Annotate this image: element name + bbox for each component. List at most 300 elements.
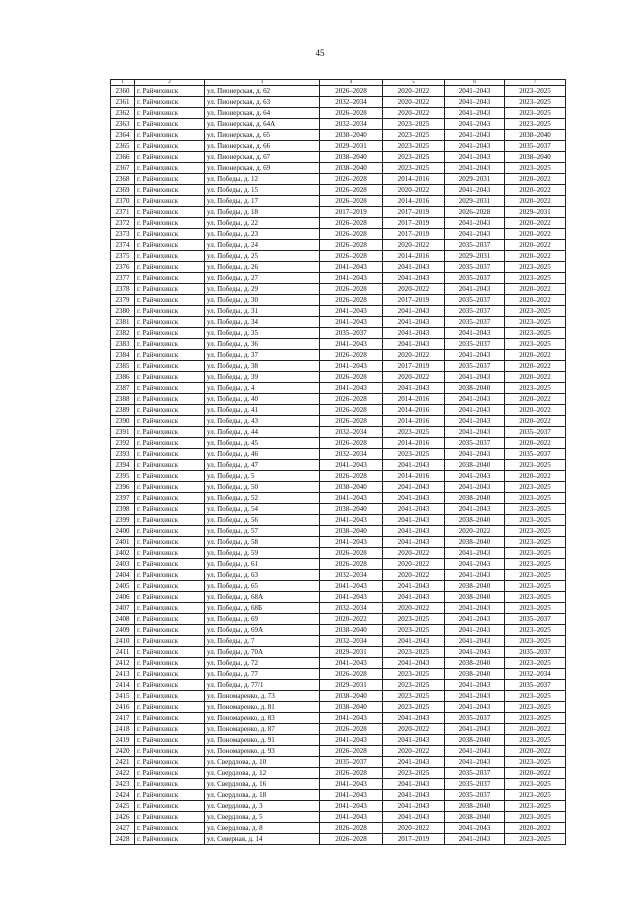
- address-cell: ул. Победы, д. 7: [205, 636, 320, 647]
- period-col7-cell: 2035–2037: [505, 449, 566, 460]
- table-row: [111, 185, 566, 196]
- period-col6-cell: 2041–2043: [445, 119, 505, 130]
- settlement-cell: г. Райчихинск: [135, 394, 205, 405]
- period-col5-cell: 2023–2025: [383, 119, 445, 130]
- period-col5-cell: 2041–2043: [383, 482, 445, 493]
- settlement-cell: г. Райчихинск: [135, 625, 205, 636]
- period-col7-cell: 2020–2022: [505, 746, 566, 757]
- period-col7-cell: 2023–2025: [505, 790, 566, 801]
- period-col4-cell: 2038–2040: [320, 691, 383, 702]
- period-col6-cell: 2035–2037: [445, 262, 505, 273]
- row-number-cell: 2383: [111, 339, 135, 350]
- period-col7-cell: 2023–2025: [505, 757, 566, 768]
- settlement-cell: г. Райчихинск: [135, 713, 205, 724]
- address-cell: ул. Победы, д. 26: [205, 262, 320, 273]
- period-col6-cell: 2035–2037: [445, 240, 505, 251]
- settlement-cell: г. Райчихинск: [135, 251, 205, 262]
- table-row: [111, 339, 566, 350]
- table-row: [111, 636, 566, 647]
- period-col5-cell: 2020–2022: [383, 86, 445, 97]
- period-col7-cell: 2023–2025: [505, 570, 566, 581]
- row-number-cell: 2400: [111, 526, 135, 537]
- settlement-cell: г. Райчихинск: [135, 603, 205, 614]
- period-col6-cell: 2038–2040: [445, 658, 505, 669]
- row-number-cell: 2361: [111, 97, 135, 108]
- period-col4-cell: 2041–2043: [320, 460, 383, 471]
- period-col4-cell: 2026–2028: [320, 559, 383, 570]
- period-col6-cell: 2035–2037: [445, 273, 505, 284]
- address-cell: ул. Победы, д. 68Б: [205, 603, 320, 614]
- period-col5-cell: 2023–2025: [383, 130, 445, 141]
- period-col6-cell: 2035–2037: [445, 317, 505, 328]
- address-cell: ул. Победы, д. 35: [205, 328, 320, 339]
- row-number-cell: 2381: [111, 317, 135, 328]
- address-cell: ул. Победы, д. 34: [205, 317, 320, 328]
- settlement-cell: г. Райчихинск: [135, 262, 205, 273]
- row-number-cell: 2412: [111, 658, 135, 669]
- period-col7-cell: 2023–2025: [505, 328, 566, 339]
- address-cell: ул. Пономаренко, д. 73: [205, 691, 320, 702]
- table-row: [111, 317, 566, 328]
- housing-repair-schedule-table: [110, 79, 566, 845]
- row-number-cell: 2379: [111, 295, 135, 306]
- settlement-cell: г. Райчихинск: [135, 691, 205, 702]
- period-col4-cell: 2020–2022: [320, 614, 383, 625]
- period-col6-cell: 2041–2043: [445, 405, 505, 416]
- row-number-cell: 2390: [111, 416, 135, 427]
- period-col5-cell: 2023–2025: [383, 141, 445, 152]
- row-number-cell: 2373: [111, 229, 135, 240]
- period-col7-cell: 2020–2022: [505, 416, 566, 427]
- column-number-cell: 3: [205, 80, 320, 86]
- settlement-cell: г. Райчихинск: [135, 339, 205, 350]
- settlement-cell: г. Райчихинск: [135, 350, 205, 361]
- period-col7-cell: 2023–2025: [505, 801, 566, 812]
- period-col7-cell: 2023–2025: [505, 504, 566, 515]
- period-col6-cell: 2041–2043: [445, 625, 505, 636]
- period-col5-cell: 2023–2025: [383, 163, 445, 174]
- period-col6-cell: 2035–2037: [445, 295, 505, 306]
- period-col6-cell: 2041–2043: [445, 757, 505, 768]
- address-cell: ул. Победы, д. 24: [205, 240, 320, 251]
- table-row: [111, 526, 566, 537]
- settlement-cell: г. Райчихинск: [135, 86, 205, 97]
- table-row: [111, 449, 566, 460]
- address-cell: ул. Победы, д. 46: [205, 449, 320, 460]
- settlement-cell: г. Райчихинск: [135, 119, 205, 130]
- period-col4-cell: 2032–2034: [320, 97, 383, 108]
- period-col6-cell: 2029–2031: [445, 196, 505, 207]
- period-col5-cell: 2020–2022: [383, 350, 445, 361]
- period-col5-cell: 2041–2043: [383, 636, 445, 647]
- period-col7-cell: 2023–2025: [505, 603, 566, 614]
- page-number: 45: [315, 48, 325, 58]
- period-col5-cell: 2020–2022: [383, 746, 445, 757]
- table-row: [111, 262, 566, 273]
- period-col5-cell: 2041–2043: [383, 306, 445, 317]
- period-col7-cell: 2023–2025: [505, 306, 566, 317]
- period-col4-cell: 2032–2034: [320, 636, 383, 647]
- period-col6-cell: 2029–2031: [445, 174, 505, 185]
- period-col7-cell: 2020–2022: [505, 295, 566, 306]
- row-number-cell: 2423: [111, 779, 135, 790]
- address-cell: ул. Победы, д. 69А: [205, 625, 320, 636]
- address-cell: ул. Свердлова, д. 10: [205, 757, 320, 768]
- period-col4-cell: 2026–2028: [320, 768, 383, 779]
- settlement-cell: г. Райчихинск: [135, 207, 205, 218]
- period-col6-cell: 2035–2037: [445, 790, 505, 801]
- period-col7-cell: 2029–2031: [505, 207, 566, 218]
- period-col7-cell: 2020–2022: [505, 724, 566, 735]
- period-col5-cell: 2020–2022: [383, 108, 445, 119]
- address-cell: ул. Пионерская, д. 64А: [205, 119, 320, 130]
- period-col5-cell: 2041–2043: [383, 317, 445, 328]
- address-cell: ул. Пионерская, д. 65: [205, 130, 320, 141]
- period-col6-cell: 2041–2043: [445, 229, 505, 240]
- table-row: [111, 691, 566, 702]
- period-col5-cell: 2014–2016: [383, 471, 445, 482]
- row-number-cell: 2391: [111, 427, 135, 438]
- settlement-cell: г. Райчихинск: [135, 460, 205, 471]
- period-col7-cell: 2035–2037: [505, 647, 566, 658]
- address-cell: ул. Свердлова, д. 3: [205, 801, 320, 812]
- row-number-cell: 2389: [111, 405, 135, 416]
- period-col7-cell: 2023–2025: [505, 317, 566, 328]
- address-cell: ул. Победы, д. 12: [205, 174, 320, 185]
- table-row: [111, 790, 566, 801]
- period-col5-cell: 2023–2025: [383, 152, 445, 163]
- address-cell: ул. Победы, д. 77/1: [205, 680, 320, 691]
- period-col5-cell: 2041–2043: [383, 526, 445, 537]
- period-col7-cell: 2023–2025: [505, 636, 566, 647]
- period-col4-cell: 2032–2034: [320, 449, 383, 460]
- period-col7-cell: 2035–2037: [505, 680, 566, 691]
- address-cell: ул. Победы, д. 63: [205, 570, 320, 581]
- table-row: [111, 174, 566, 185]
- table-row: [111, 570, 566, 581]
- settlement-cell: г. Райчихинск: [135, 427, 205, 438]
- table-row: [111, 702, 566, 713]
- table-row: [111, 196, 566, 207]
- settlement-cell: г. Райчихинск: [135, 592, 205, 603]
- column-number-cell: 4: [320, 80, 383, 86]
- row-number-cell: 2372: [111, 218, 135, 229]
- address-cell: ул. Победы, д. 70А: [205, 647, 320, 658]
- period-col7-cell: 2023–2025: [505, 779, 566, 790]
- period-col7-cell: 2020–2022: [505, 218, 566, 229]
- period-col4-cell: 2041–2043: [320, 658, 383, 669]
- period-col7-cell: 2023–2025: [505, 625, 566, 636]
- table-row: [111, 482, 566, 493]
- period-col4-cell: 2041–2043: [320, 790, 383, 801]
- address-cell: ул. Победы, д. 29: [205, 284, 320, 295]
- period-col6-cell: 2041–2043: [445, 482, 505, 493]
- row-number-cell: 2385: [111, 361, 135, 372]
- period-col6-cell: 2038–2040: [445, 735, 505, 746]
- period-col5-cell: 2020–2022: [383, 548, 445, 559]
- table-row: [111, 306, 566, 317]
- period-col5-cell: 2041–2043: [383, 592, 445, 603]
- period-col7-cell: 2023–2025: [505, 339, 566, 350]
- settlement-cell: г. Райчихинск: [135, 724, 205, 735]
- address-cell: ул. Победы, д. 69: [205, 614, 320, 625]
- settlement-cell: г. Райчихинск: [135, 229, 205, 240]
- table-row: [111, 504, 566, 515]
- period-col4-cell: 2026–2028: [320, 746, 383, 757]
- row-number-cell: 2426: [111, 812, 135, 823]
- period-col6-cell: 2041–2043: [445, 746, 505, 757]
- period-col5-cell: 2041–2043: [383, 757, 445, 768]
- table-row: [111, 130, 566, 141]
- row-number-cell: 2415: [111, 691, 135, 702]
- period-col4-cell: 2032–2034: [320, 603, 383, 614]
- settlement-cell: г. Райчихинск: [135, 614, 205, 625]
- period-col5-cell: 2020–2022: [383, 284, 445, 295]
- period-col5-cell: 2023–2025: [383, 702, 445, 713]
- address-cell: ул. Победы, д. 18: [205, 207, 320, 218]
- settlement-cell: г. Райчихинск: [135, 669, 205, 680]
- row-number-cell: 2424: [111, 790, 135, 801]
- address-cell: ул. Свердлова, д. 16: [205, 779, 320, 790]
- period-col4-cell: 2026–2028: [320, 86, 383, 97]
- row-number-cell: 2387: [111, 383, 135, 394]
- settlement-cell: г. Райчихинск: [135, 284, 205, 295]
- period-col7-cell: 2023–2025: [505, 262, 566, 273]
- table-row: [111, 559, 566, 570]
- table-row: [111, 834, 566, 845]
- period-col5-cell: 2020–2022: [383, 185, 445, 196]
- period-col4-cell: 2026–2028: [320, 284, 383, 295]
- period-col7-cell: 2020–2022: [505, 240, 566, 251]
- settlement-cell: г. Райчихинск: [135, 735, 205, 746]
- period-col4-cell: 2041–2043: [320, 383, 383, 394]
- row-number-cell: 2392: [111, 438, 135, 449]
- period-col5-cell: 2041–2043: [383, 658, 445, 669]
- period-col6-cell: 2041–2043: [445, 570, 505, 581]
- row-number-cell: 2428: [111, 834, 135, 845]
- settlement-cell: г. Райчихинск: [135, 449, 205, 460]
- period-col6-cell: 2041–2043: [445, 284, 505, 295]
- settlement-cell: г. Райчихинск: [135, 515, 205, 526]
- period-col7-cell: 2023–2025: [505, 482, 566, 493]
- row-number-cell: 2398: [111, 504, 135, 515]
- row-number-cell: 2367: [111, 163, 135, 174]
- table-row: [111, 427, 566, 438]
- row-number-cell: 2403: [111, 559, 135, 570]
- period-col6-cell: 2041–2043: [445, 328, 505, 339]
- address-cell: ул. Победы, д. 77: [205, 669, 320, 680]
- period-col4-cell: 2038–2040: [320, 526, 383, 537]
- address-cell: ул. Пономаренко, д. 87: [205, 724, 320, 735]
- period-col4-cell: 2026–2028: [320, 295, 383, 306]
- period-col7-cell: 2020–2022: [505, 196, 566, 207]
- period-col7-cell: 2023–2025: [505, 834, 566, 845]
- settlement-cell: г. Райчихинск: [135, 636, 205, 647]
- period-col6-cell: 2038–2040: [445, 581, 505, 592]
- period-col5-cell: 2014–2016: [383, 438, 445, 449]
- row-number-cell: 2364: [111, 130, 135, 141]
- period-col5-cell: 2023–2025: [383, 669, 445, 680]
- period-col6-cell: 2026–2028: [445, 207, 505, 218]
- period-col5-cell: 2017–2019: [383, 218, 445, 229]
- period-col5-cell: 2023–2025: [383, 427, 445, 438]
- period-col5-cell: 2041–2043: [383, 328, 445, 339]
- period-col6-cell: 2035–2037: [445, 339, 505, 350]
- period-col7-cell: 2023–2025: [505, 273, 566, 284]
- period-col7-cell: 2023–2025: [505, 515, 566, 526]
- period-col4-cell: 2041–2043: [320, 713, 383, 724]
- period-col5-cell: 2041–2043: [383, 339, 445, 350]
- row-number-cell: 2408: [111, 614, 135, 625]
- period-col5-cell: 2014–2016: [383, 394, 445, 405]
- period-col5-cell: 2023–2025: [383, 680, 445, 691]
- period-col7-cell: 2020–2022: [505, 284, 566, 295]
- period-col5-cell: 2017–2019: [383, 834, 445, 845]
- address-cell: ул. Победы, д. 43: [205, 416, 320, 427]
- period-col6-cell: 2038–2040: [445, 592, 505, 603]
- column-number-cell: 1: [111, 80, 135, 86]
- period-col5-cell: 2020–2022: [383, 559, 445, 570]
- period-col4-cell: 2032–2034: [320, 427, 383, 438]
- period-col7-cell: 2023–2025: [505, 383, 566, 394]
- row-number-cell: 2402: [111, 548, 135, 559]
- period-col5-cell: 2041–2043: [383, 493, 445, 504]
- address-cell: ул. Победы, д. 54: [205, 504, 320, 515]
- table-row: [111, 97, 566, 108]
- settlement-cell: г. Райчихинск: [135, 317, 205, 328]
- period-col6-cell: 2041–2043: [445, 86, 505, 97]
- period-col4-cell: 2026–2028: [320, 438, 383, 449]
- period-col5-cell: 2014–2016: [383, 405, 445, 416]
- period-col4-cell: 2041–2043: [320, 812, 383, 823]
- period-col5-cell: 2014–2016: [383, 251, 445, 262]
- period-col7-cell: 2023–2025: [505, 86, 566, 97]
- settlement-cell: г. Райчихинск: [135, 823, 205, 834]
- period-col4-cell: 2035–2037: [320, 757, 383, 768]
- table-row: [111, 273, 566, 284]
- settlement-cell: г. Райчихинск: [135, 757, 205, 768]
- address-cell: ул. Свердлова, д. 12: [205, 768, 320, 779]
- row-number-cell: 2376: [111, 262, 135, 273]
- period-col6-cell: 2041–2043: [445, 702, 505, 713]
- address-cell: ул. Победы, д. 4: [205, 383, 320, 394]
- row-number-cell: 2393: [111, 449, 135, 460]
- period-col7-cell: 2023–2025: [505, 548, 566, 559]
- address-cell: ул. Свердлова, д. 18: [205, 790, 320, 801]
- period-col5-cell: 2023–2025: [383, 614, 445, 625]
- row-number-cell: 2397: [111, 493, 135, 504]
- period-col6-cell: 2038–2040: [445, 812, 505, 823]
- period-col5-cell: 2017–2019: [383, 207, 445, 218]
- table-row: [111, 471, 566, 482]
- period-col4-cell: 2041–2043: [320, 262, 383, 273]
- period-col6-cell: 2038–2040: [445, 493, 505, 504]
- row-number-cell: 2377: [111, 273, 135, 284]
- period-col4-cell: 2029–2031: [320, 680, 383, 691]
- period-col4-cell: 2026–2028: [320, 196, 383, 207]
- table-row: [111, 647, 566, 658]
- row-number-cell: 2417: [111, 713, 135, 724]
- settlement-cell: г. Райчихинск: [135, 812, 205, 823]
- period-col4-cell: 2041–2043: [320, 801, 383, 812]
- period-col6-cell: 2041–2043: [445, 823, 505, 834]
- row-number-cell: 2380: [111, 306, 135, 317]
- period-col5-cell: 2041–2043: [383, 515, 445, 526]
- address-cell: ул. Победы, д. 47: [205, 460, 320, 471]
- period-col6-cell: 2041–2043: [445, 603, 505, 614]
- period-col4-cell: 2041–2043: [320, 306, 383, 317]
- period-col7-cell: 2023–2025: [505, 691, 566, 702]
- period-col4-cell: 2035–2037: [320, 328, 383, 339]
- period-col7-cell: 2035–2037: [505, 141, 566, 152]
- period-col6-cell: 2035–2037: [445, 361, 505, 372]
- table-row: [111, 812, 566, 823]
- period-col7-cell: 2035–2037: [505, 614, 566, 625]
- settlement-cell: г. Райчихинск: [135, 372, 205, 383]
- table-row: [111, 141, 566, 152]
- period-col6-cell: 2041–2043: [445, 636, 505, 647]
- period-col4-cell: 2032–2034: [320, 570, 383, 581]
- period-col4-cell: 2026–2028: [320, 724, 383, 735]
- period-col6-cell: 2038–2040: [445, 515, 505, 526]
- period-col4-cell: 2038–2040: [320, 130, 383, 141]
- period-col6-cell: 2041–2043: [445, 449, 505, 460]
- row-number-cell: 2388: [111, 394, 135, 405]
- period-col4-cell: 2041–2043: [320, 581, 383, 592]
- address-cell: ул. Победы, д. 15: [205, 185, 320, 196]
- period-col7-cell: 2023–2025: [505, 735, 566, 746]
- period-col5-cell: 2017–2019: [383, 229, 445, 240]
- address-cell: ул. Пионерская, д. 64: [205, 108, 320, 119]
- row-number-cell: 2368: [111, 174, 135, 185]
- period-col5-cell: 2020–2022: [383, 570, 445, 581]
- period-col5-cell: 2041–2043: [383, 383, 445, 394]
- period-col6-cell: 2041–2043: [445, 647, 505, 658]
- settlement-cell: г. Райчихинск: [135, 526, 205, 537]
- period-col5-cell: 2041–2043: [383, 504, 445, 515]
- table-row: [111, 350, 566, 361]
- row-number-cell: 2360: [111, 86, 135, 97]
- period-col6-cell: 2041–2043: [445, 108, 505, 119]
- table-row: [111, 603, 566, 614]
- table-row: [111, 163, 566, 174]
- period-col4-cell: 2026–2028: [320, 240, 383, 251]
- row-number-cell: 2422: [111, 768, 135, 779]
- table-row: [111, 669, 566, 680]
- period-col4-cell: 2026–2028: [320, 405, 383, 416]
- address-cell: ул. Пионерская, д. 63: [205, 97, 320, 108]
- row-number-cell: 2405: [111, 581, 135, 592]
- settlement-cell: г. Райчихинск: [135, 416, 205, 427]
- table-row: [111, 284, 566, 295]
- row-number-cell: 2394: [111, 460, 135, 471]
- settlement-cell: г. Райчихинск: [135, 702, 205, 713]
- period-col4-cell: 2041–2043: [320, 273, 383, 284]
- settlement-cell: г. Райчихинск: [135, 559, 205, 570]
- settlement-cell: г. Райчихинск: [135, 295, 205, 306]
- table-row: [111, 328, 566, 339]
- period-col5-cell: 2023–2025: [383, 449, 445, 460]
- row-number-cell: 2419: [111, 735, 135, 746]
- period-col5-cell: 2041–2043: [383, 779, 445, 790]
- period-col5-cell: 2014–2016: [383, 196, 445, 207]
- period-col5-cell: 2023–2025: [383, 691, 445, 702]
- row-number-cell: 2375: [111, 251, 135, 262]
- period-col7-cell: 2020–2022: [505, 405, 566, 416]
- settlement-cell: г. Райчихинск: [135, 768, 205, 779]
- table-row: [111, 416, 566, 427]
- settlement-cell: г. Райчихинск: [135, 273, 205, 284]
